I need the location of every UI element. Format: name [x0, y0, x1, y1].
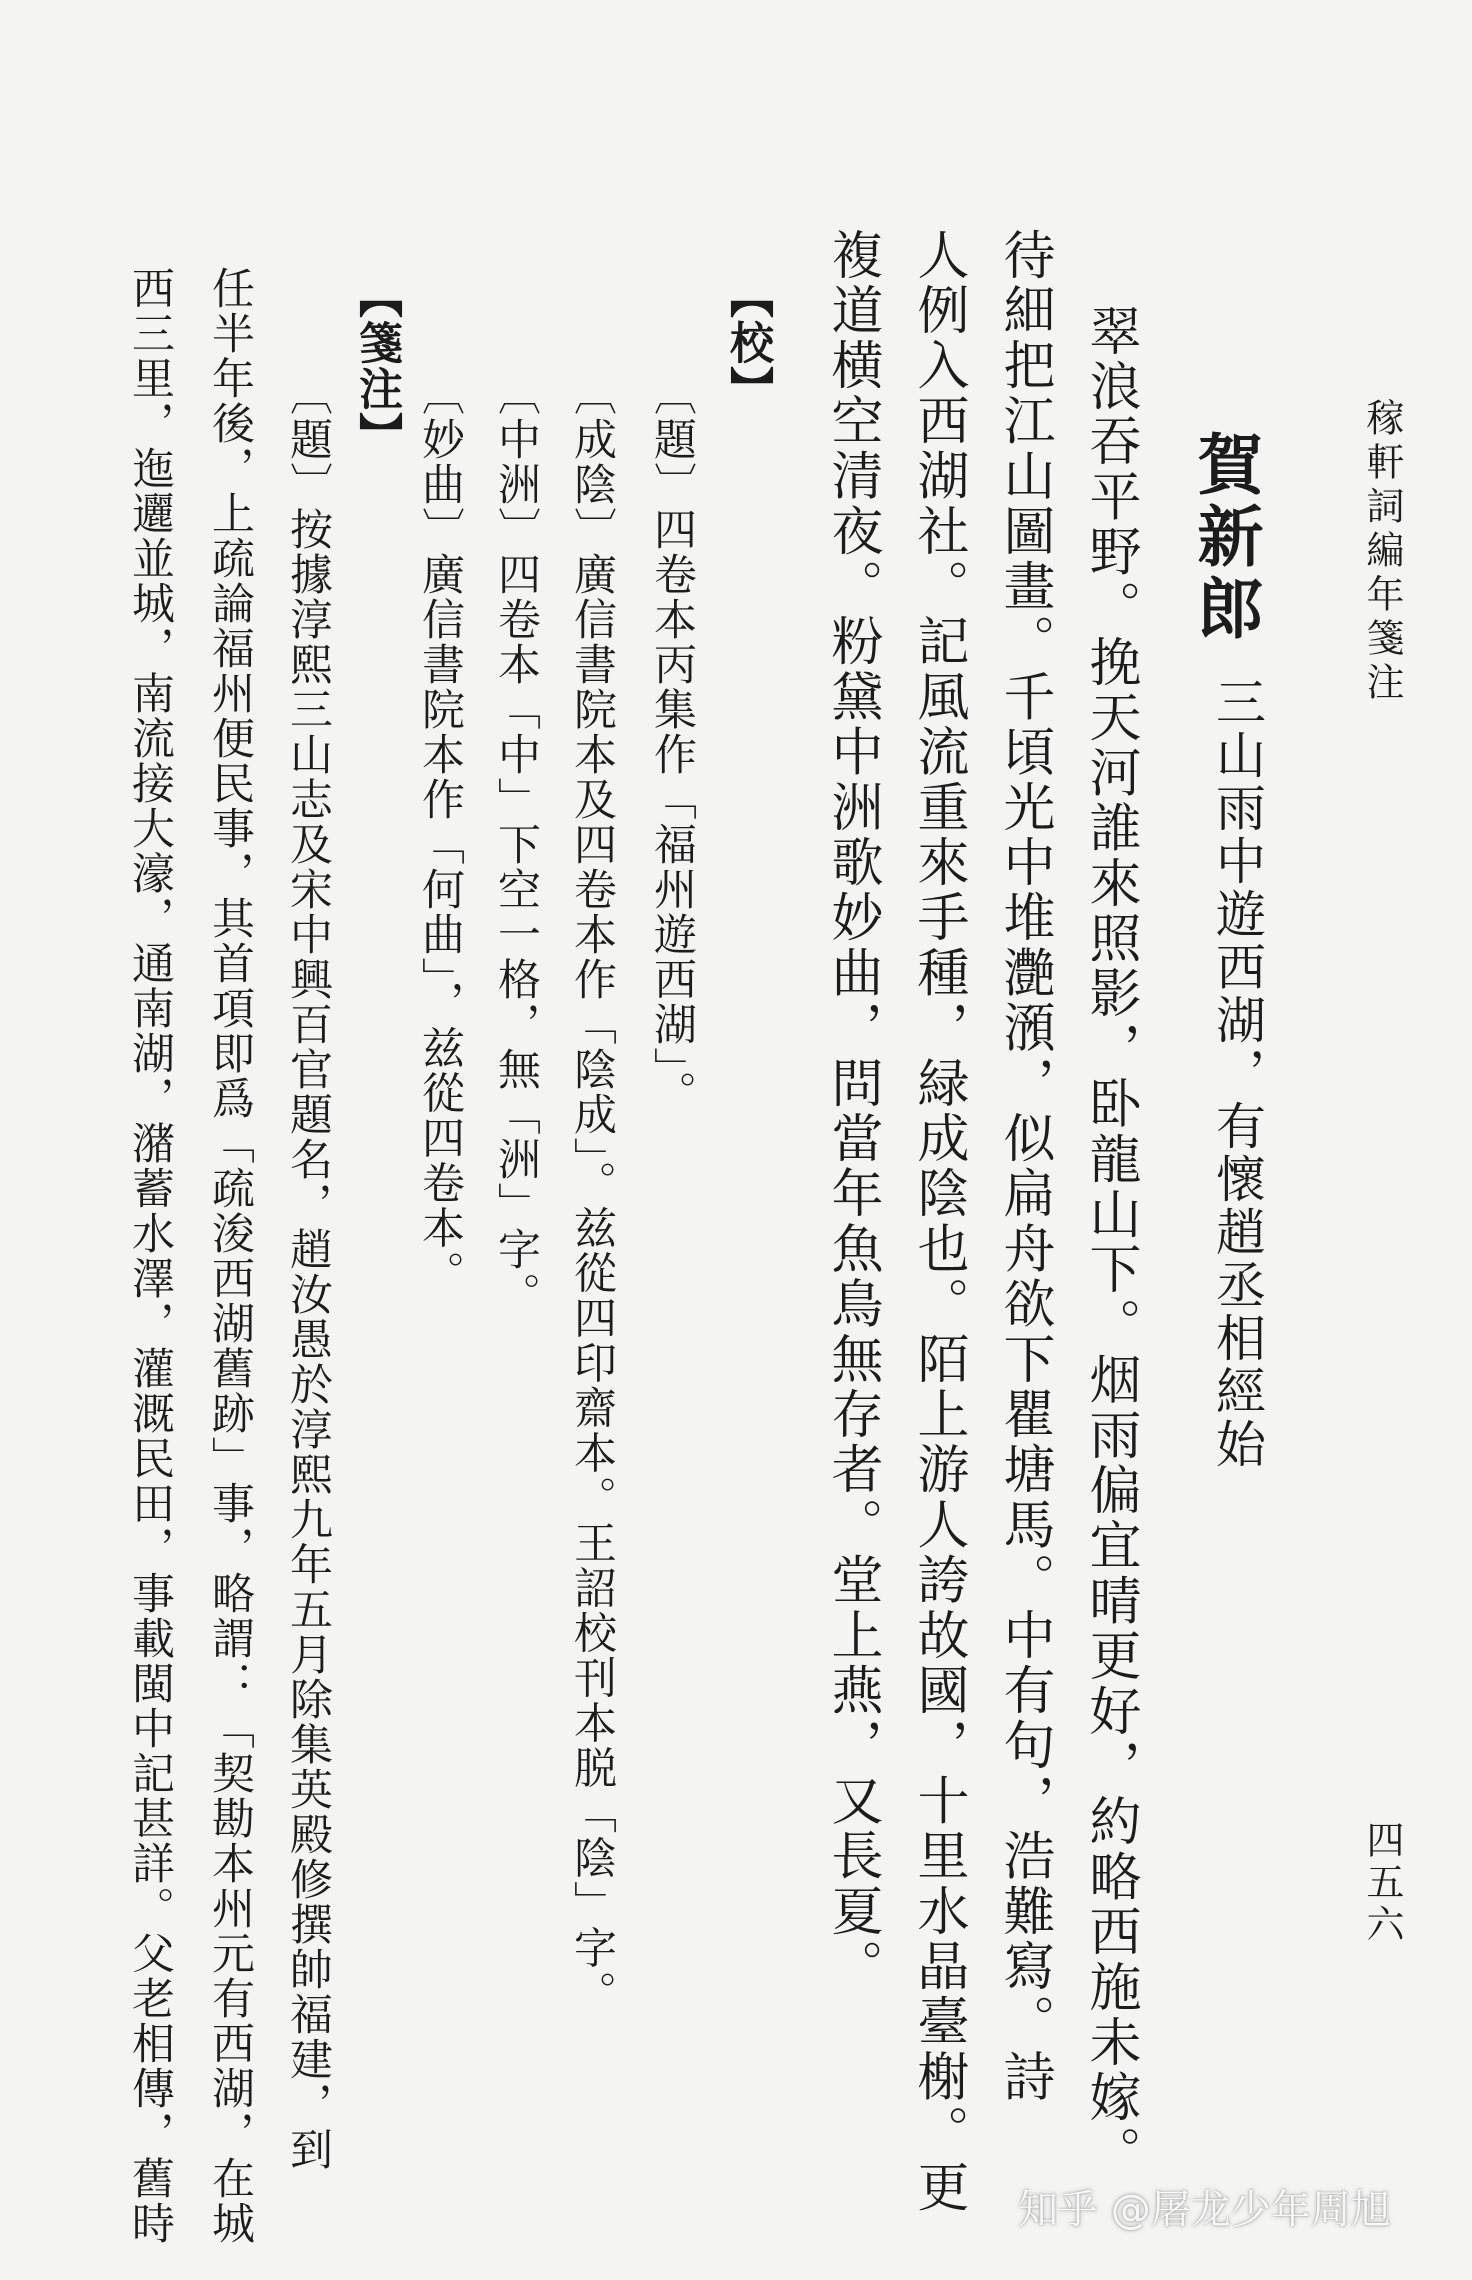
annotation-line: 西三里，迤邐並城，南流接大濠，通南湖，潴蓄水澤，灌溉民田，事載閩中記甚詳。父老相傳，舊時	[125, 266, 175, 2246]
annotation-line: 〔題〕按據淳熙三山志及宋中興百官題名，趙汝愚於淳熙九年五月除集英殿修撰帥福建，到	[283, 372, 333, 2172]
poem-line: 複道横空清夜。粉黛中洲歌妙曲，問當年魚鳥無存者。堂上燕，又長夏。	[822, 228, 882, 1995]
collation-note: 〔妙曲〕廣信書院本作「何曲」，兹從四卷本。	[415, 372, 465, 1296]
annotation-line: 任半年後，上疏論福州便民事，其首項即爲「疏浚西湖舊跡」事，略謂：「契勘本州元有西湖，在城	[205, 266, 255, 2246]
collation-note: 〔中洲〕四卷本「中」下空一格，無「洲」字。	[491, 372, 541, 1317]
running-title: 稼軒詞編年箋注	[1360, 398, 1404, 706]
collation-note: 〔成陰〕廣信書院本及四卷本作「陰成」。兹從四印齋本。王詔校刊本脱「陰」字。	[567, 372, 617, 2016]
poem-subtitle: 三山雨中遊西湖，有懷趙丞相經始	[1208, 676, 1266, 1471]
poem-line: 翠浪吞平野。挽天河誰來照影，卧龍山下。烟雨偏宜晴更好，約略西施未嫁。	[1080, 304, 1140, 2181]
poem-title: 賀新郎	[1186, 430, 1264, 646]
collation-heading: 【校】	[722, 274, 773, 412]
watermark: 知乎 @屠龙少年周旭	[1018, 2187, 1391, 2233]
poem-line: 人例入西湖社。記風流重來手種，緑成陰也。陌上游人誇故國，十里水晶臺榭。更	[908, 228, 968, 2216]
page-number: 四五六	[1360, 1820, 1404, 1946]
annotation-heading: 【箋注】	[351, 274, 402, 458]
poem-line: 待細把江山圖畫。千頃光中堆灔澦，似扁舟欲下瞿塘馬。中有句，浩難寫。詩	[994, 228, 1054, 2105]
collation-note: 〔題〕四卷本丙集作「福州遊西湖」。	[647, 372, 697, 1116]
